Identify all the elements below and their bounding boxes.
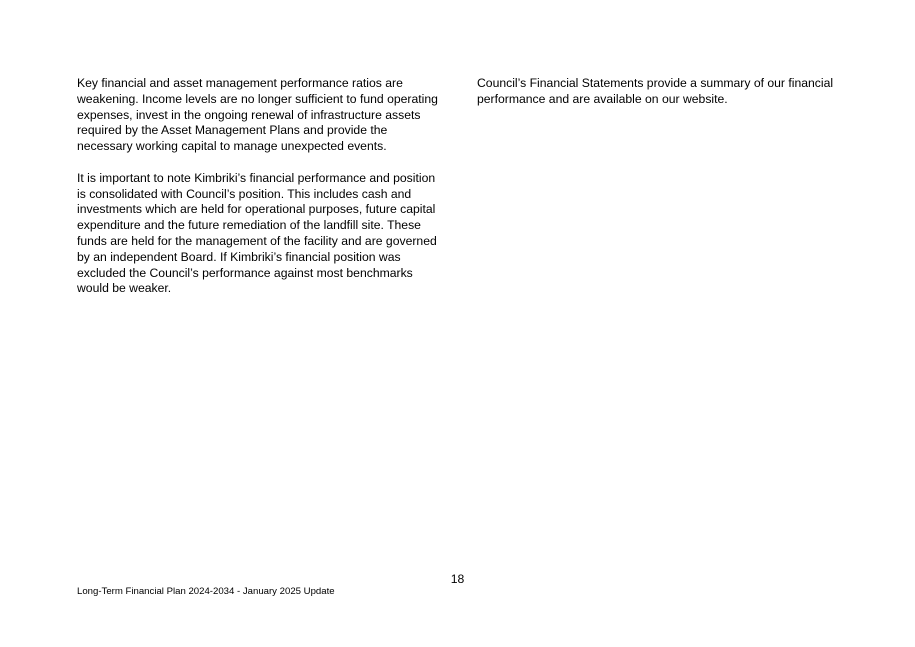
page-number: 18 — [450, 572, 465, 586]
left-text-column — [77, 76, 439, 297]
paragraph-performance-ratios: Key financial and asset management performance ratios are weakening. Income levels are no longer sufficient to fund operating expenses, invest in the ongoing renewal of infrastructure assets required by the Asset Management Plans and provide the necessary working capital to manage unexpected events. — [77, 76, 438, 154]
right-text-column — [477, 76, 845, 108]
paragraph-kimbriki-position: It is important to note Kimbriki’s financial performance and position is consolidated with Council’s position. This includes cash and investments which are held for operational purposes, future capital expenditure and the future remediation of the landfill site. These funds are held for the management of the facility and are governed by an independent Board. If Kimbriki’s financial position was excluded the Council’s performance against most benchmarks would be weaker. — [77, 170, 437, 296]
footer-document-title: Long-Term Financial Plan 2024-2034 - January 2025 Update — [77, 586, 335, 597]
paragraph-financial-statements: Council’s Financial Statements provide a summary of our financial performance and are available on our website. — [477, 76, 834, 106]
